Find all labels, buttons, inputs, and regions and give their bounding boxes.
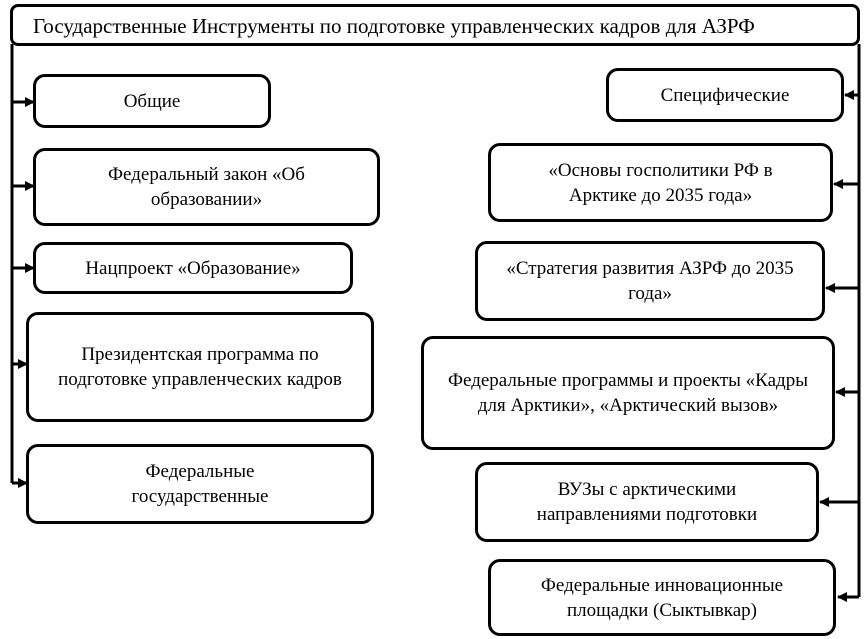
box-federal-state: Федеральные государственные <box>26 444 374 524</box>
box-arctic-universities: ВУЗы с арктическими направлениями подготовки <box>475 462 819 542</box>
box-education-law: Федеральный закон «Об образовании» <box>33 148 380 226</box>
box-arctic-policy-basics: «Основы госполитики РФ в Арктике до 2035 года» <box>488 143 833 222</box>
box-specific: Специфические <box>606 68 844 122</box>
box-federal-programs: Федеральные программы и проекты «Кадры для Арктики», «Арктический вызов» <box>421 336 835 450</box>
box-general: Общие <box>33 74 271 128</box>
box-azrf-strategy: «Стратегия развития АЗРФ до 2035 года» <box>475 241 825 321</box>
box-national-project: Нацпроект «Образование» <box>33 242 353 294</box>
diagram-title: Государственные Инструменты по подготовке управленческих кадров для АЗРФ <box>33 14 755 38</box>
box-innovation-platforms: Федеральные инновационные площадки (Сыктывкар) <box>488 559 836 636</box>
diagram-title-box <box>10 4 860 46</box>
box-presidential-program: Президентская программа по подготовке управленческих кадров <box>26 312 374 422</box>
